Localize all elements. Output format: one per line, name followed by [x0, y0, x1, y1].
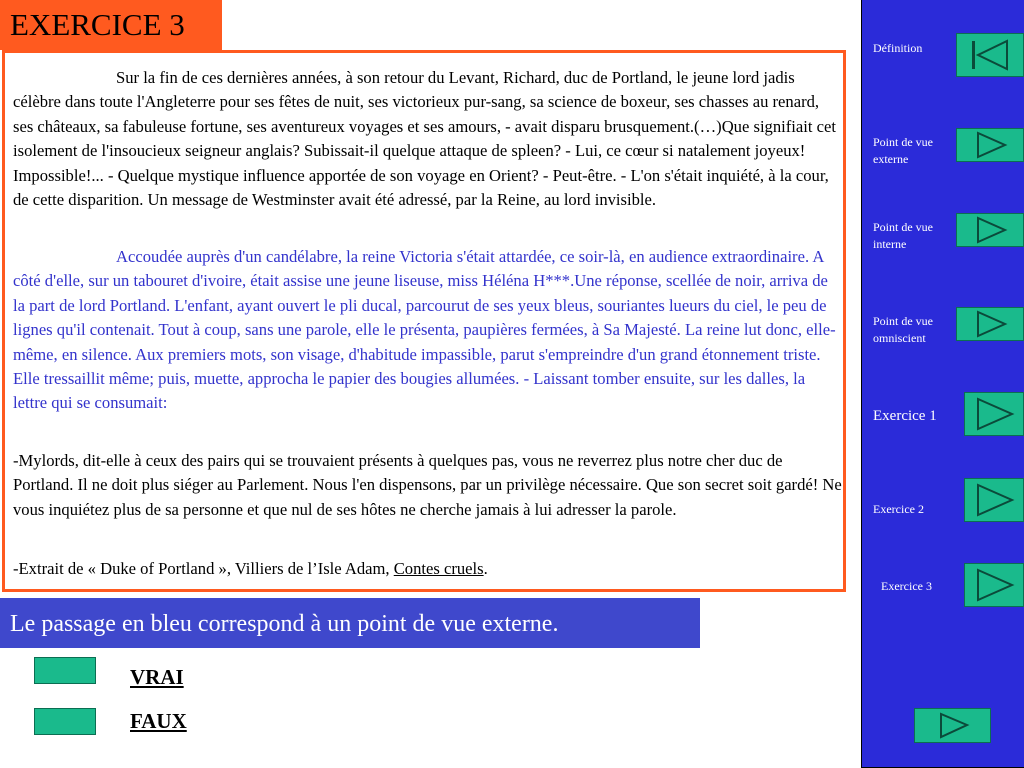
false-answer-label[interactable]: FAUX: [130, 709, 187, 733]
nav-label-internal: Point de vue interne: [873, 220, 933, 251]
nav-label-omniscient: Point de vue omniscient: [873, 314, 933, 345]
nav-label-external: Point de vue externe: [873, 135, 933, 166]
play-arrow-icon: [965, 479, 1023, 521]
play-arrow-icon: [957, 308, 1023, 340]
source-prefix: -Extrait de « Duke of Portland », Villiers de l’Isle Adam,: [13, 559, 394, 578]
passage-box: [2, 50, 846, 592]
nav-button-exercice-3[interactable]: [964, 563, 1024, 607]
nav-label-exercice-1: Exercice 1: [873, 408, 937, 424]
question-banner: [0, 598, 700, 648]
nav-button-definition[interactable]: [956, 33, 1024, 77]
page-title: EXERCICE 3: [10, 7, 185, 42]
nav-button-external[interactable]: [956, 128, 1024, 162]
play-arrow-icon: [965, 393, 1023, 435]
nav-button-omniscient[interactable]: [956, 307, 1024, 341]
source-title: Contes cruels: [393, 559, 484, 578]
navigation-sidebar: [861, 0, 1024, 768]
false-answer-button[interactable]: [34, 708, 96, 735]
nav-button-exercice-2[interactable]: [964, 478, 1024, 522]
true-answer-label[interactable]: VRAI: [130, 665, 184, 689]
play-arrow-icon: [957, 129, 1023, 161]
question-text: Le passage en bleu correspond à un point de vue externe.: [10, 611, 559, 637]
nav-label-exercice-3: Exercice 3: [881, 579, 932, 593]
nav-button-internal[interactable]: [956, 213, 1024, 247]
play-arrow-icon: [957, 214, 1023, 246]
true-answer-button[interactable]: [34, 657, 96, 684]
nav-label-definition: Définition: [873, 41, 923, 55]
passage-paragraph-3: -Mylords, dit-elle à ceux des pairs qui se trouvaient présents à quelques pas, vous ne reverrez plus notre cher duc de Portland. Il ne doit plus siéger au Parlement. Nous l'en dispensons, par un privilège nécessaire. Que son secret soit gardé! Ne vous inquiétez plus de sa personne et que nul de ses hôtes ne cherche jamais à lui adresser la parole.: [13, 451, 842, 519]
play-arrow-icon: [965, 564, 1023, 606]
passage-source: [13, 557, 843, 581]
title-banner: [0, 0, 222, 50]
passage-paragraph-1: Sur la fin de ces dernières années, à son retour du Levant, Richard, duc de Portland, le jeune lord jadis célèbre dans toute l'Angleterre pour ses fêtes de nuit, ses victorieux pur-sang, sa science de boxeur, ses chasses au renard, ses châteaux, sa fabuleuse fortune, ses aventureux voyages et ses amours, - avait disparu brusquement.(…)Que signifiait cet isolement de l'insoucieux seigneur anglais? Subissait-il quelque attaque de spleen? - Lui, ce cœur si natalement joyeux! Impossible!... - Quelque mystique influence apportée de son voyage en Orient? - Peut-être. - L'on s'était inquiété, à la cour, de cette disparition. Un message de Westminster avait été adressé, par la Reine, au lord invisible.: [13, 68, 836, 210]
nav-label-exercice-2: Exercice 2: [873, 502, 924, 516]
passage-paragraph-blue: Accoudée auprès d'un candélabre, la reine Victoria s'était attardée, ce soir-là, en audience extraordinaire. A côté d'elle, sur un tabouret d'ivoire, était assise une jeune liseuse, miss Héléna H***.Une réponse, scellée de noir, arriva de la part de lord Portland. L'enfant, ayant ouvert le pli ducal, parcourut de ses yeux bleus, souriantes lueurs du ciel, le peu de lignes qu'il contenait. Tout à coup, sans une parole, elle le présenta, paupières fermées, à Sa Majesté. La reine lut donc, elle-même, en silence. Aux premiers mots, son visage, d'habitude impassible, parut s'empreindre d'un grand étonnement triste. Elle tressaillit même; puis, muette, approcha le papier des bougies allumées. - Laissant tomber ensuite, sur les dalles, la lettre qui se consumait:: [13, 247, 836, 413]
play-arrow-icon: [915, 709, 990, 742]
skip-to-start-icon: [957, 34, 1023, 76]
source-suffix: .: [483, 559, 488, 578]
nav-button-exercice-1[interactable]: [964, 392, 1024, 436]
next-button[interactable]: [914, 708, 991, 743]
